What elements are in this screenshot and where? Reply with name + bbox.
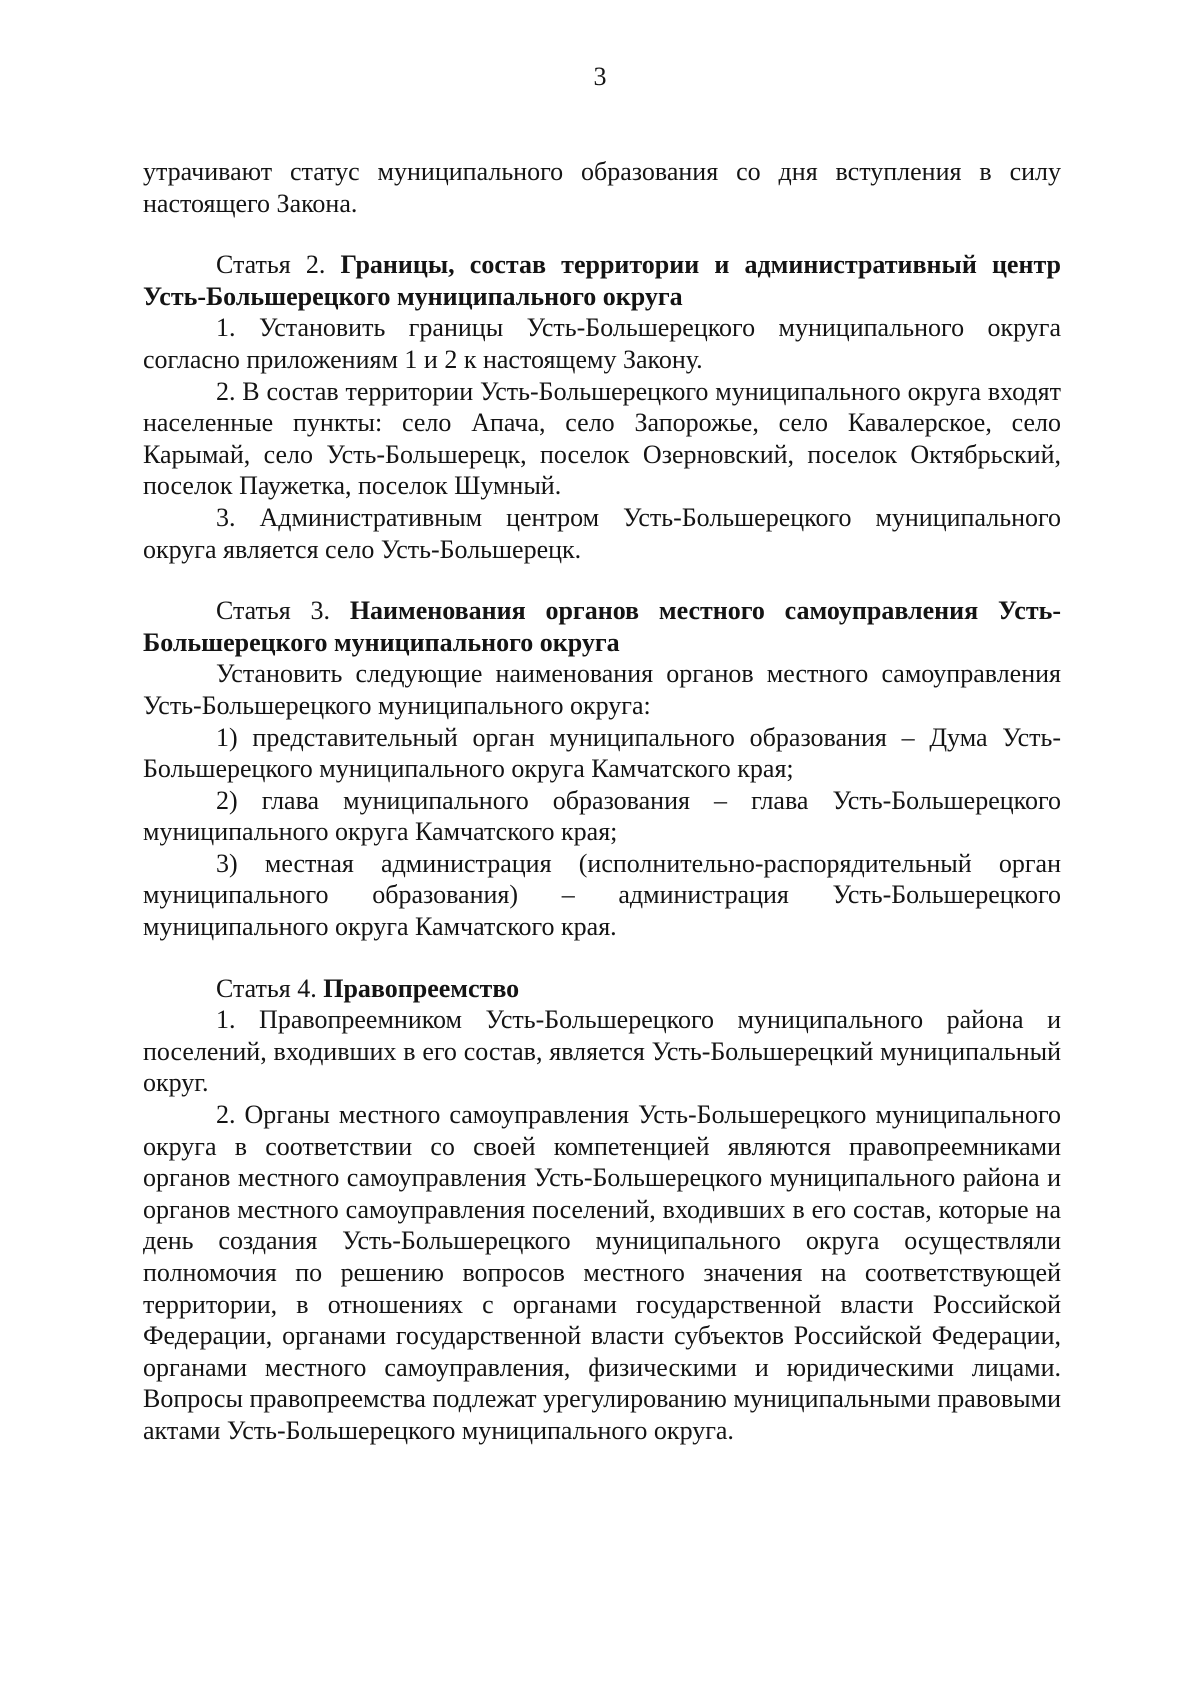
article-2-title: Границы, состав территории и административный центр Усть-Большерецкого муниципального округа	[143, 250, 1061, 311]
article-4	[143, 973, 1061, 1447]
article-4-paragraph-2: 2. Органы местного самоуправления Усть-Большерецкого муниципального округа в соответствии со своей компетенцией являются правопреемниками органов местного самоуправления Усть-Большерецкого муниципального района и органов местного самоуправления поселений, входивших в его состав, которые на день создания Усть-Большерецкого муниципального округа осуществляли полномочия по решению вопросов местного значения на соответствующей территории, в отношениях с органами государственной власти Российской Федерации, органами государственной власти субъектов Российской Федерации, органами местного самоуправления, физическими и юридическими лицами. Вопросы правопреемства подлежат урегулированию муниципальными правовыми актами Усть-Большерецкого муниципального округа.	[143, 1100, 1061, 1445]
article-3-paragraph-4: 3) местная администрация (исполнительно-распорядительный орган муниципального образования) – администрация Усть-Большерецкого муниципального округа Камчатского края.	[143, 848, 1061, 942]
article-2-paragraph-3: 3. Административным центром Усть-Большерецкого муниципального округа является село Усть-Большерецк.	[143, 502, 1061, 564]
article-3-heading	[143, 595, 1061, 658]
article-4-paragraph-1: 1. Правопреемником Усть-Большерецкого муниципального района и поселений, входивших в его состав, является Усть-Большерецкий муниципальный округ.	[143, 1005, 1061, 1098]
article-3-title: Наименования органов местного самоуправления Усть-Большерецкого муниципального округа	[143, 596, 1061, 657]
article-3-paragraph-3: 2) глава муниципального образования – глава Усть-Большерецкого муниципального округа Камчатского края;	[143, 785, 1061, 847]
article-2-label: Статья 2.	[216, 250, 341, 280]
article-3-paragraph-2: 1) представительный орган муниципального образования – Дума Усть-Большерецкого муниципального округа Камчатского края;	[143, 722, 1061, 784]
article-4-title: Правопреемство	[323, 973, 520, 1003]
article-2-paragraph-1: 1. Установить границы Усть-Большерецкого муниципального округа согласно приложениям 1 и 2 к настоящему Закону.	[143, 313, 1061, 374]
article-3-label: Статья 3.	[216, 596, 350, 626]
article-2	[143, 249, 1061, 565]
article-2-paragraph-2: 2. В состав территории Усть-Большерецкого муниципального округа входят населенные пункты: село Апача, село Запорожье, село Кавалерское, село Карымай, село Усть-Большерецк, поселок Озерновский, поселок Октябрьский, поселок Паужетка, поселок Шумный.	[143, 376, 1061, 501]
article-3-paragraph-1: Установить следующие наименования органов местного самоуправления Усть-Большерецкого муниципального округа:	[143, 659, 1061, 720]
intro-paragraph: утрачивают статус муниципального образования со дня вступления в силу настоящего Закона.	[143, 157, 1061, 218]
article-4-heading	[143, 973, 1061, 1005]
document-body	[143, 156, 1061, 1447]
article-3	[143, 595, 1061, 943]
page-number: 3	[593, 62, 607, 91]
article-4-label: Статья 4.	[216, 973, 324, 1003]
article-2-heading	[143, 249, 1061, 312]
